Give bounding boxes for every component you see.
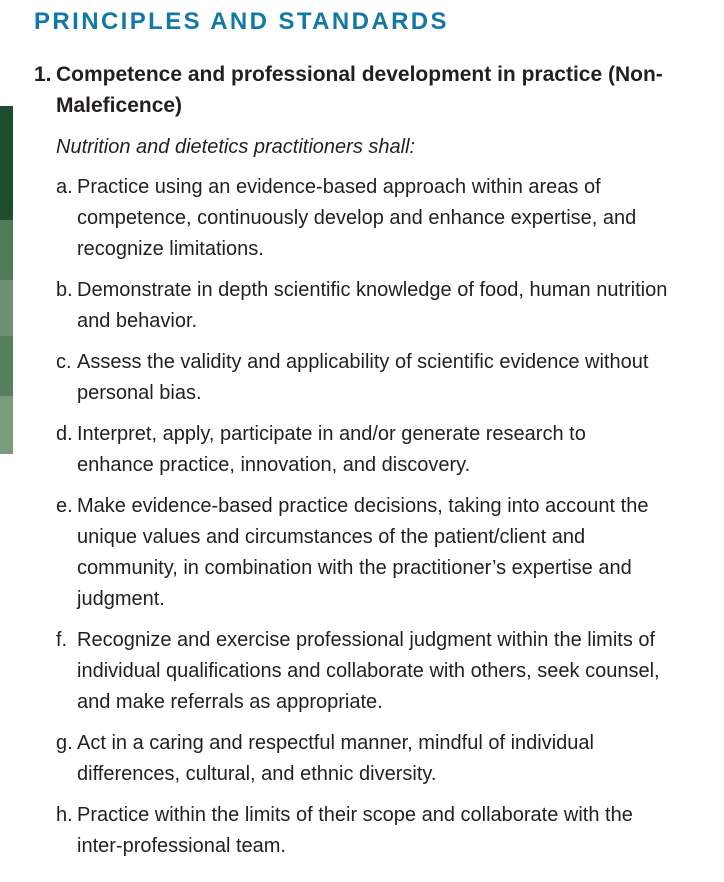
item-letter: f. — [56, 629, 68, 651]
list-item — [56, 625, 694, 718]
list-item — [56, 347, 694, 409]
side-tab-4 — [0, 336, 13, 396]
list-item — [56, 419, 694, 481]
side-tab-1 — [0, 106, 13, 220]
section-title-text: Competence and professional development in practice (Non-Maleficence) — [56, 63, 663, 117]
side-section-tabs — [0, 106, 13, 454]
item-letter: g. — [56, 732, 73, 754]
item-letter: e. — [56, 495, 73, 517]
side-tab-5 — [0, 396, 13, 454]
principle-section — [34, 59, 694, 872]
standards-list — [56, 172, 694, 862]
item-text: Make evidence-based practice decisions, taking into account the unique values and circumstances of the patient/client and community, in combination with the practitioner’s expertise and judgment. — [77, 495, 649, 610]
item-text: Interpret, apply, participate in and/or generate research to enhance practice, innovation, and discovery. — [77, 423, 586, 476]
item-letter: c. — [56, 351, 72, 373]
list-item — [56, 800, 694, 862]
item-text: Demonstrate in depth scientific knowledge of food, human nutrition and behavior. — [77, 279, 668, 332]
item-letter: d. — [56, 423, 73, 445]
list-item — [56, 172, 694, 265]
page-heading: PRINCIPLES AND STANDARDS — [34, 8, 449, 35]
item-letter: b. — [56, 279, 73, 301]
item-text: Recognize and exercise professional judgment within the limits of individual qualifications and collaborate with others, seek counsel, and make referrals as appropriate. — [77, 629, 660, 713]
item-letter: a. — [56, 176, 73, 198]
side-tab-2 — [0, 220, 13, 280]
item-text: Practice within the limits of their scope and collaborate with the inter-professional team. — [77, 804, 633, 857]
item-text: Assess the validity and applicability of scientific evidence without personal bias. — [77, 351, 649, 404]
side-tab-3 — [0, 280, 13, 336]
list-item — [56, 728, 694, 790]
list-item — [56, 491, 694, 615]
section-title — [34, 59, 694, 121]
item-text: Act in a caring and respectful manner, mindful of individual differences, cultural, and ethnic diversity. — [77, 732, 594, 785]
item-text: Practice using an evidence-based approach within areas of competence, continuously develop and enhance expertise, and recognize limitations. — [77, 176, 637, 260]
section-number: 1. — [34, 63, 52, 86]
list-item — [56, 275, 694, 337]
section-intro: Nutrition and dietetics practitioners shall: — [56, 136, 416, 158]
item-letter: h. — [56, 804, 73, 826]
